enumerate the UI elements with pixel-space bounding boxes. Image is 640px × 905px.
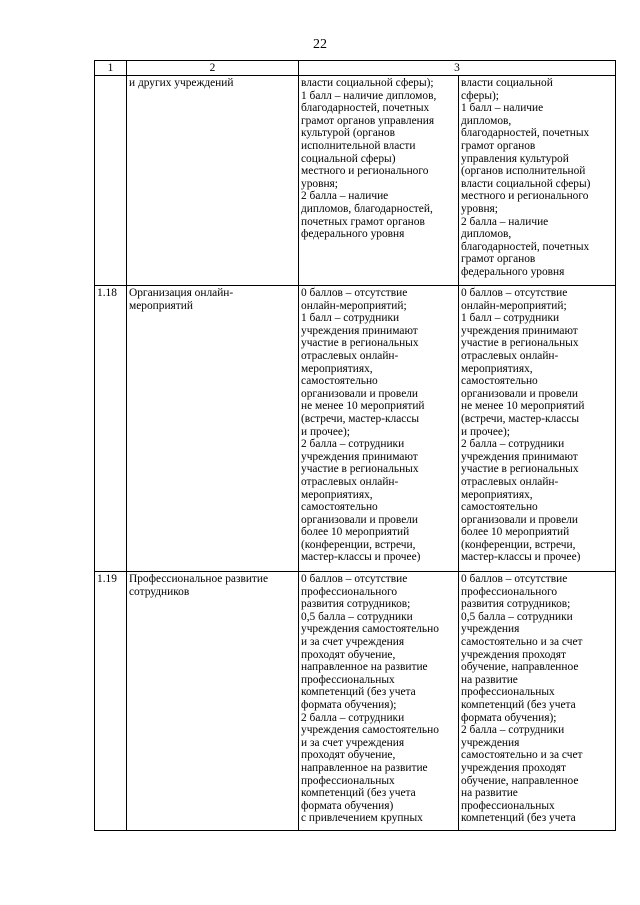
row-title [127,76,299,286]
text-line: развития сотрудников; [301,598,411,611]
criteria-cell-b [459,572,616,831]
text-line: мастер-классы и прочее) [301,551,421,564]
text-line: культурой (органов [301,127,395,140]
row-number [95,76,127,286]
text-line: мероприятиях, [301,362,373,375]
text-line: самостоятельно [301,501,378,514]
text-line: учреждения самостоятельно [301,623,439,636]
table-row [95,286,616,572]
text-line: на развитие [461,787,518,800]
text-line: 1 балл – наличие дипломов, [301,89,437,102]
text-line: грамот органов управления [301,114,435,127]
text-line: грамот органов [461,253,536,266]
text-line: профессиональных [461,799,555,812]
text-line: самостоятельно [461,375,538,388]
text-line: учреждения [461,736,520,749]
header-col-2: 2 [127,61,299,76]
text-line: проходят обучение, [301,648,396,661]
text-line: проходят обучение, [301,749,396,762]
text-line: сотрудников [129,585,190,598]
text-line: отраслевых онлайн- [461,475,559,488]
text-line: компетенций (без учета [301,787,416,800]
row-number: 1.18 [95,286,127,572]
text-line: компетенций (без учета [461,812,576,825]
text-line: федерального уровня [301,228,405,241]
text-line: учреждения принимают [461,450,578,463]
header-col-3: 3 [299,61,616,76]
text-line: отраслевых онлайн- [461,349,559,362]
text-line: грамот органов [461,139,536,152]
text-line: формата обучения); [461,711,557,724]
table-body [95,76,616,831]
text-line: управления культурой [461,152,569,165]
text-line: учреждения принимают [301,324,418,337]
text-line: формата обучения) [301,799,394,812]
text-line: 0,5 балла – сотрудники [301,610,413,623]
criteria-cell-b [459,286,616,572]
text-line: самостоятельно и за счет [461,749,583,762]
text-line: 0 баллов – отсутствие [301,573,408,585]
text-line: не менее 10 мероприятий [461,400,585,413]
text-line: 0 баллов – отсутствие [461,287,568,299]
text-line: почетных грамот органов [301,215,425,228]
text-line: 0 баллов – отсутствие [301,287,408,299]
text-line: учреждения самостоятельно [301,724,439,737]
criteria-table [94,60,616,831]
table-row [95,572,616,831]
text-line: участие в региональных [301,337,419,350]
text-line: отраслевых онлайн- [301,349,399,362]
text-line: уровня; [461,202,498,215]
text-line: благодарностей, почетных [301,102,430,115]
text-line: 1 балл – сотрудники [461,312,560,325]
text-line: профессионального [461,585,558,598]
text-line: мероприятиях, [301,488,373,501]
text-line: более 10 мероприятий [301,526,410,539]
text-line: отраслевых онлайн- [301,475,399,488]
text-line: самостоятельно и за счет [461,635,583,648]
text-line: социальной сферы) [301,152,396,165]
page-number: 22 [313,37,327,52]
text-line: 0,5 балла – сотрудники [461,610,573,623]
text-line: не менее 10 мероприятий [301,400,425,413]
text-line: мероприятиях, [461,488,533,501]
text-line: направленное на развитие [301,761,428,774]
text-line: (встречи, мастер-классы [301,412,420,425]
text-line: 1 балл – сотрудники [301,312,400,325]
text-line: 2 балла – сотрудники [301,438,405,451]
text-line: мероприятиях, [461,362,533,375]
text-line: учреждения принимают [461,324,578,337]
criteria-cell-a [299,572,459,831]
text-line: организовали и провели [301,513,419,526]
row-number: 1.19 [95,572,127,831]
text-line: формата обучения); [301,698,397,711]
text-line: развития сотрудников; [461,598,571,611]
header-col-1: 1 [95,61,127,76]
text-line: компетенций (без учета [301,686,416,699]
text-line: исполнительной власти [301,139,416,152]
text-line: уровня; [301,177,338,190]
text-line: на развитие [461,673,518,686]
text-line: самостоятельно [301,375,378,388]
text-line: дипломов, благодарностей, [301,202,433,215]
text-line: благодарностей, почетных [461,240,590,253]
text-line: участие в региональных [461,463,579,476]
text-line: местного и регионального [301,165,429,178]
text-line: и за счет учреждения [301,736,405,749]
text-line: профессиональных [461,686,555,699]
text-line: федерального уровня [461,265,565,278]
text-line: 2 балла – наличие [461,215,549,228]
text-line: 1 балл – наличие [461,102,544,115]
criteria-cell-b [459,76,616,286]
table-row [95,76,616,286]
text-line: 2 балла – сотрудники [461,724,565,737]
text-line: (конференции, встречи, [301,538,416,551]
criteria-cell-a [299,286,459,572]
text-line: (органов исполнительной [461,165,586,178]
header-row [95,61,616,76]
text-line: мероприятий [129,299,193,312]
text-line: более 10 мероприятий [461,526,570,539]
row-title [127,286,299,572]
text-line: учреждения проходят [461,648,567,661]
text-line: дипломов, [461,114,512,127]
text-line: онлайн-мероприятий; [301,299,407,312]
text-line: с привлечением крупных [301,812,423,825]
text-line: и прочее); [301,425,350,438]
text-line: онлайн-мероприятий; [461,299,567,312]
text-line: Организация онлайн- [129,287,234,299]
text-line: учреждения [461,623,520,636]
text-line: местного и регионального [461,190,589,203]
text-line: профессиональных [301,673,395,686]
text-line: и прочее); [461,425,510,438]
text-line: обучение, направленное [461,661,579,674]
text-line: компетенций (без учета [461,698,576,711]
row-title [127,572,299,831]
text-line: организовали и провели [461,513,579,526]
text-line: Профессиональное развитие [129,573,269,585]
text-line: власти социальной [461,77,553,89]
text-line: участие в региональных [461,337,579,350]
text-line: сферы); [461,89,499,102]
text-line: власти социальной сферы) [461,177,591,190]
text-line: 2 балла – наличие [301,190,389,203]
text-line: и других учреждений [129,77,234,89]
text-line: 0 баллов – отсутствие [461,573,568,585]
text-line: 2 балла – сотрудники [301,711,405,724]
text-line: (конференции, встречи, [461,538,576,551]
text-line: 2 балла – сотрудники [461,438,565,451]
text-line: и за счет учреждения [301,635,405,648]
text-line: профессионального [301,585,398,598]
text-line: обучение, направленное [461,774,579,787]
text-line: организовали и провели [301,387,419,400]
text-line: организовали и провели [461,387,579,400]
text-line: мастер-классы и прочее) [461,551,581,564]
criteria-cell-a [299,76,459,286]
text-line: участие в региональных [301,463,419,476]
text-line: благодарностей, почетных [461,127,590,140]
text-line: (встречи, мастер-классы [461,412,580,425]
text-line: учреждения проходят [461,761,567,774]
text-line: учреждения принимают [301,450,418,463]
text-line: дипломов, [461,228,512,241]
text-line: профессиональных [301,774,395,787]
text-line: власти социальной сферы); [301,77,434,89]
text-line: самостоятельно [461,501,538,514]
text-line: направленное на развитие [301,661,428,674]
